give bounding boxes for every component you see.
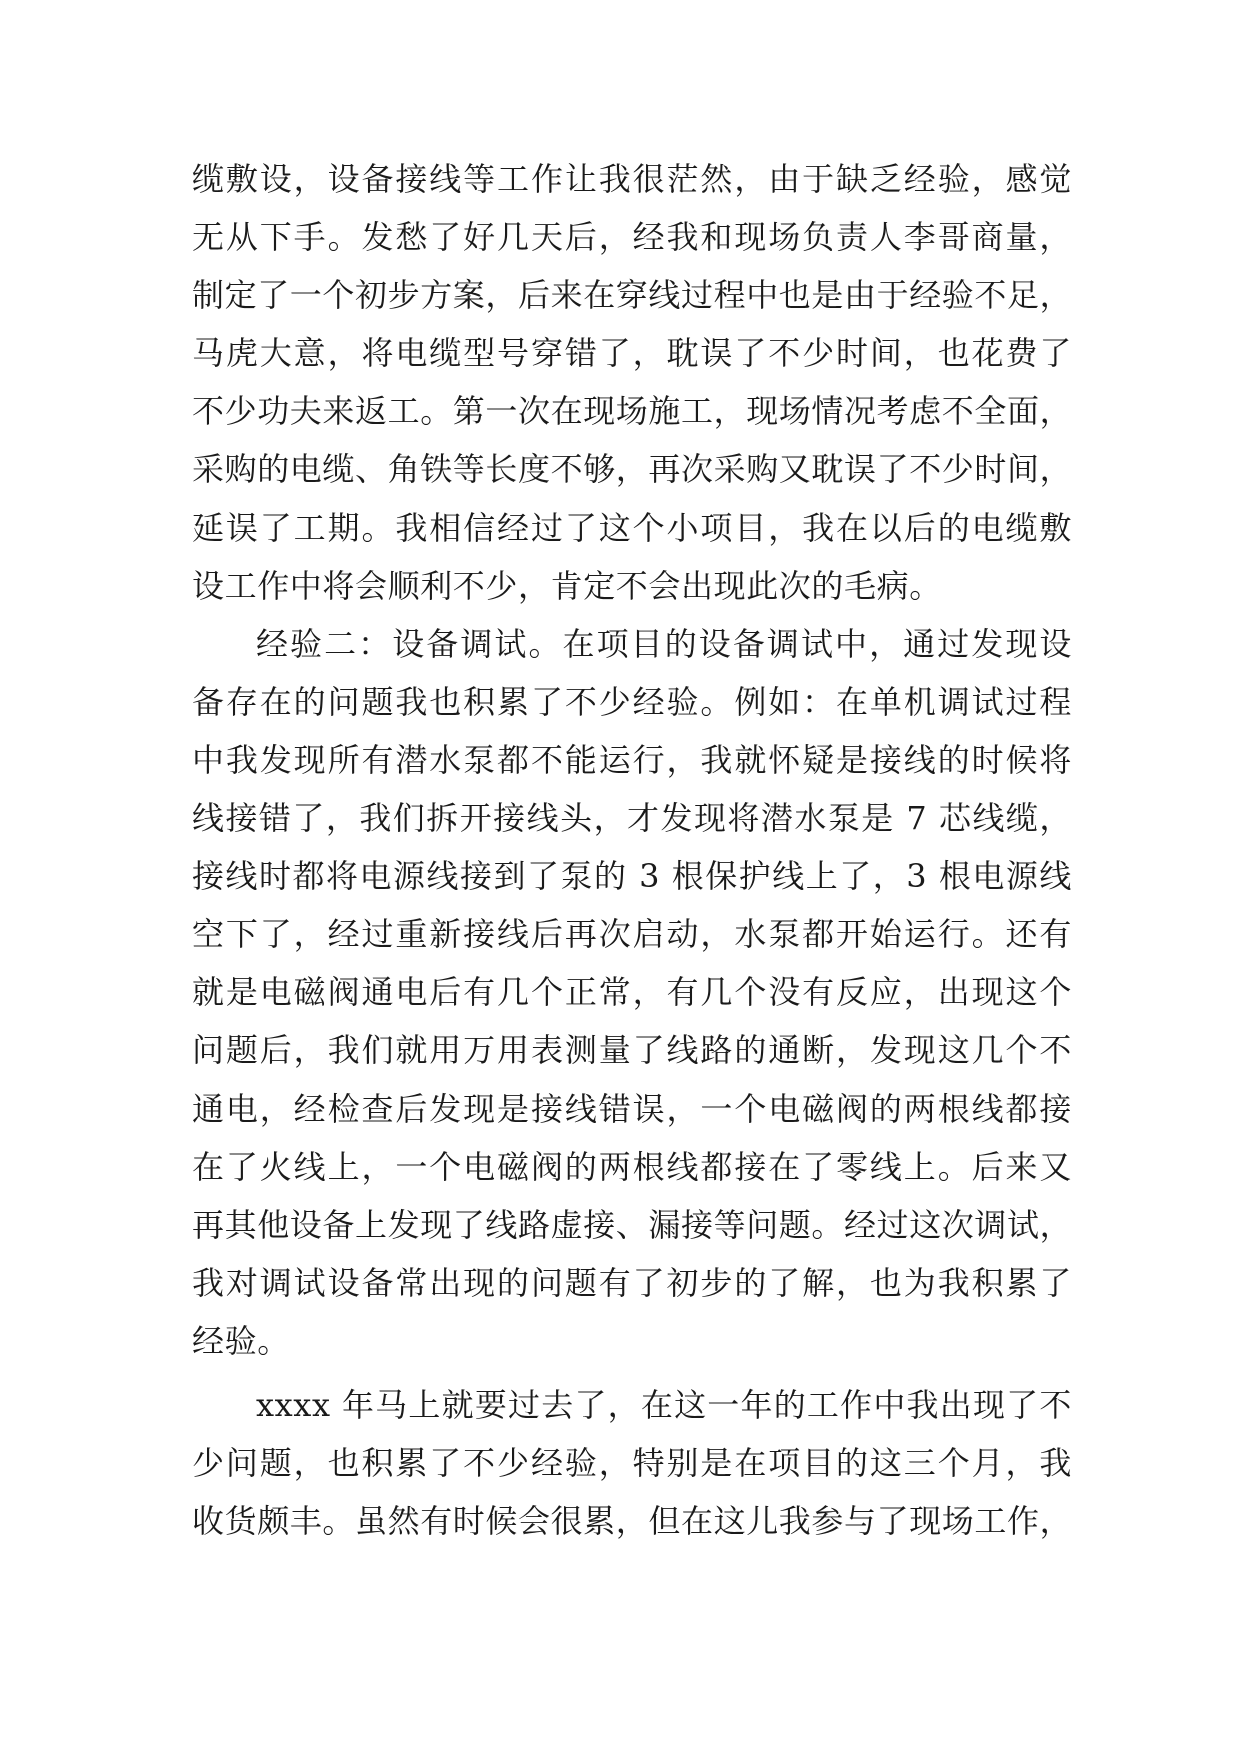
text-line: 问题后，我们就用万用表测量了线路的通断，发现这几个不 — [192, 1031, 1072, 1070]
body-text — [192, 150, 1072, 1550]
text-line: xxxx 年马上就要过去了，在这一年的工作中我出现了不 — [256, 1385, 1072, 1424]
text-line: 设工作中将会顺利不少，肯定不会出现此次的毛病。 — [192, 566, 942, 605]
paragraph-continuation — [192, 150, 1072, 615]
text-line: 无从下手。发愁了好几天后，经我和现场负责人李哥商量， — [192, 218, 1072, 257]
text-line: 不少功夫来返工。第一次在现场施工，现场情况考虑不全面， — [192, 392, 1073, 431]
text-line: 通电，经检查后发现是接线错误，一个电磁阀的两根线都接 — [192, 1089, 1072, 1128]
text-line: 我对调试设备常出现的问题有了初步的了解，也为我积累了 — [192, 1263, 1072, 1302]
text-line: 就是电磁阀通电后有几个正常，有几个没有反应，出现这个 — [192, 973, 1072, 1012]
text-line: 中我发现所有潜水泵都不能运行，我就怀疑是接线的时候将 — [192, 740, 1072, 779]
text-line: 缆敷设，设备接线等工作让我很茫然，由于缺乏经验，感觉 — [192, 160, 1072, 198]
text-line: 采购的电缆、角铁等长度不够，再次采购又耽误了不少时间， — [192, 450, 1073, 489]
text-line: 备存在的问题我也积累了不少经验。例如：在单机调试过程 — [192, 682, 1072, 721]
text-line: 接线时都将电源线接到了泵的 3 根保护线上了，3 根电源线 — [192, 857, 1072, 896]
text-line: 再其他设备上发现了线路虚接、漏接等问题。经过这次调试， — [192, 1205, 1073, 1244]
text-line: 经验。 — [192, 1321, 290, 1360]
text-line: 马虎大意，将电缆型号穿错了，耽误了不少时间，也花费了 — [192, 334, 1072, 373]
text-line: 收货颇丰。虽然有时候会很累，但在这儿我参与了现场工作， — [192, 1502, 1073, 1541]
text-line: 延误了工期。我相信经过了这个小项目，我在以后的电缆敷 — [192, 508, 1072, 547]
text-line: 少问题，也积累了不少经验，特别是在项目的这三个月，我 — [192, 1444, 1072, 1483]
text-line: 制定了一个初步方案，后来在穿线过程中也是由于经验不足， — [192, 276, 1073, 315]
paragraph-experience-two — [192, 615, 1072, 1370]
text-line: 空下了，经过重新接线后再次启动，水泵都开始运行。还有 — [192, 915, 1072, 954]
paragraph-year-summary — [192, 1376, 1072, 1550]
text-line: 线接错了，我们拆开接线头，才发现将潜水泵是 7 芯线缆， — [192, 799, 1072, 838]
text-line: 经验二：设备调试。在项目的设备调试中，通过发现设 — [256, 624, 1072, 663]
text-line: 在了火线上，一个电磁阀的两根线都接在了零线上。后来又 — [192, 1147, 1072, 1186]
